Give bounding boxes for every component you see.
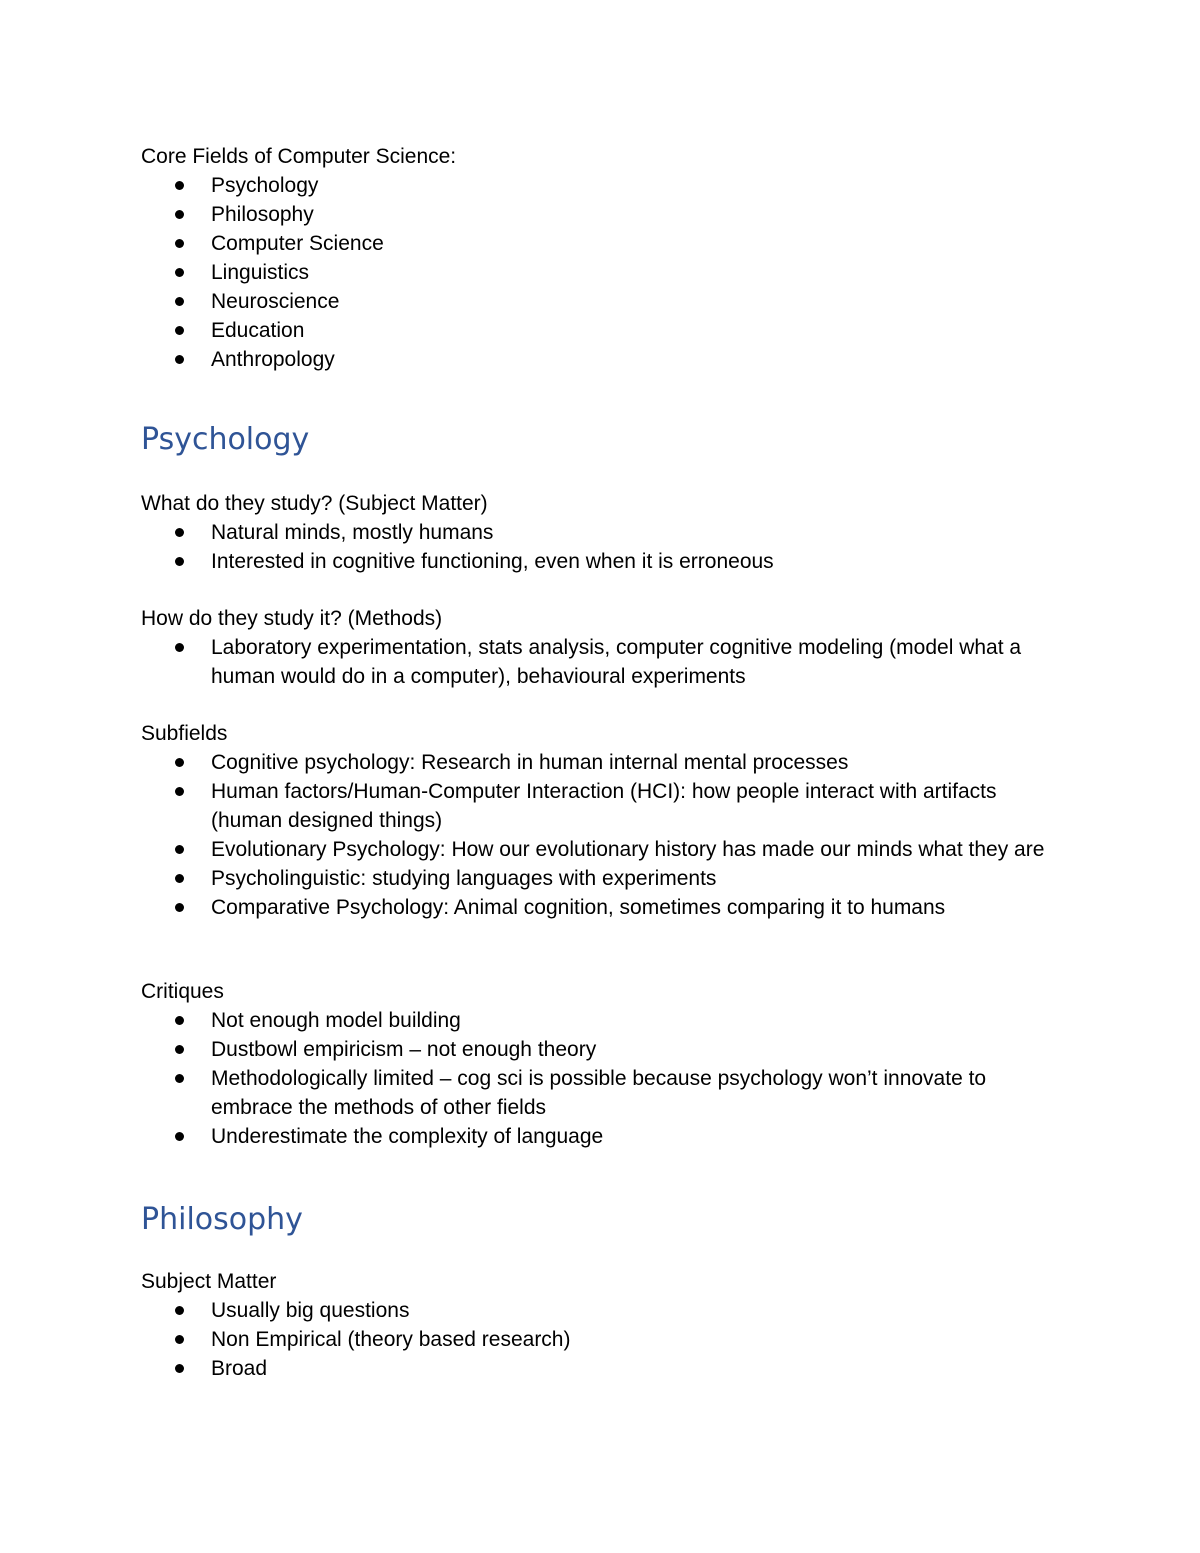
bullet-icon (175, 528, 184, 537)
list-item: Comparative Psychology: Animal cognition, sometimes comparing it to humans (0, 893, 1061, 922)
bullet-icon (175, 758, 184, 767)
list-item: Dustbowl empiricism – not enough theory (0, 1035, 1061, 1064)
list-item: Philosophy (0, 200, 1061, 229)
list-item: Non Empirical (theory based research) (0, 1325, 1061, 1354)
list-item: Anthropology (0, 345, 1061, 374)
bullet-icon (175, 1074, 184, 1083)
bullet-icon (175, 1364, 184, 1373)
list-item: Psychology (0, 171, 1061, 200)
list-item: Linguistics (0, 258, 1061, 287)
psychology-methods-label: How do they study it? (Methods) (141, 607, 443, 630)
list-item: Underestimate the complexity of language (0, 1122, 1061, 1151)
philosophy-heading: Philosophy (141, 1202, 303, 1237)
list-item: Interested in cognitive functioning, even when it is erroneous (0, 547, 1061, 576)
psychology-subject-label: What do they study? (Subject Matter) (141, 492, 488, 515)
core-fields-title: Core Fields of Computer Science: (141, 145, 457, 168)
philosophy-subject-list (0, 1296, 1200, 1383)
psychology-subject-list (0, 518, 1200, 576)
bullet-icon (175, 326, 184, 335)
bullet-icon (175, 1016, 184, 1025)
bullet-icon (175, 297, 184, 306)
psychology-critiques-label: Critiques (141, 980, 224, 1003)
list-item: Usually big questions (0, 1296, 1061, 1325)
bullet-icon (175, 268, 184, 277)
core-fields-list (0, 171, 1200, 374)
bullet-icon (175, 643, 184, 652)
bullet-icon (175, 1132, 184, 1141)
list-item: Evolutionary Psychology: How our evolutionary history has made our minds what they are (0, 835, 1061, 864)
list-item: Cognitive psychology: Research in human internal mental processes (0, 748, 1061, 777)
bullet-icon (175, 874, 184, 883)
bullet-icon (175, 787, 184, 796)
list-item: Broad (0, 1354, 1061, 1383)
bullet-icon (175, 239, 184, 248)
list-item: Human factors/Human-Computer Interaction (HCI): how people interact with artifacts (human designed things) (0, 777, 1061, 835)
list-item: Not enough model building (0, 1006, 1061, 1035)
psychology-heading: Psychology (141, 422, 310, 457)
psychology-critiques-list (0, 1006, 1200, 1151)
psychology-subfields-label: Subfields (141, 722, 228, 745)
psychology-methods-list (0, 633, 1200, 691)
list-item: Neuroscience (0, 287, 1061, 316)
bullet-icon (175, 181, 184, 190)
bullet-icon (175, 1045, 184, 1054)
bullet-icon (175, 845, 184, 854)
list-item: Laboratory experimentation, stats analysis, computer cognitive modeling (model what a human would do in a computer), behavioural experiments (0, 633, 1061, 691)
list-item: Computer Science (0, 229, 1061, 258)
bullet-icon (175, 1335, 184, 1344)
bullet-icon (175, 1306, 184, 1315)
list-item: Natural minds, mostly humans (0, 518, 1061, 547)
list-item: Methodologically limited – cog sci is possible because psychology won’t innovate to embrace the methods of other fields (0, 1064, 1061, 1122)
psychology-subfields-list (0, 748, 1200, 922)
bullet-icon (175, 355, 184, 364)
list-item: Psycholinguistic: studying languages with experiments (0, 864, 1061, 893)
bullet-icon (175, 210, 184, 219)
philosophy-subject-label: Subject Matter (141, 1270, 277, 1293)
bullet-icon (175, 557, 184, 566)
bullet-icon (175, 903, 184, 912)
list-item: Education (0, 316, 1061, 345)
